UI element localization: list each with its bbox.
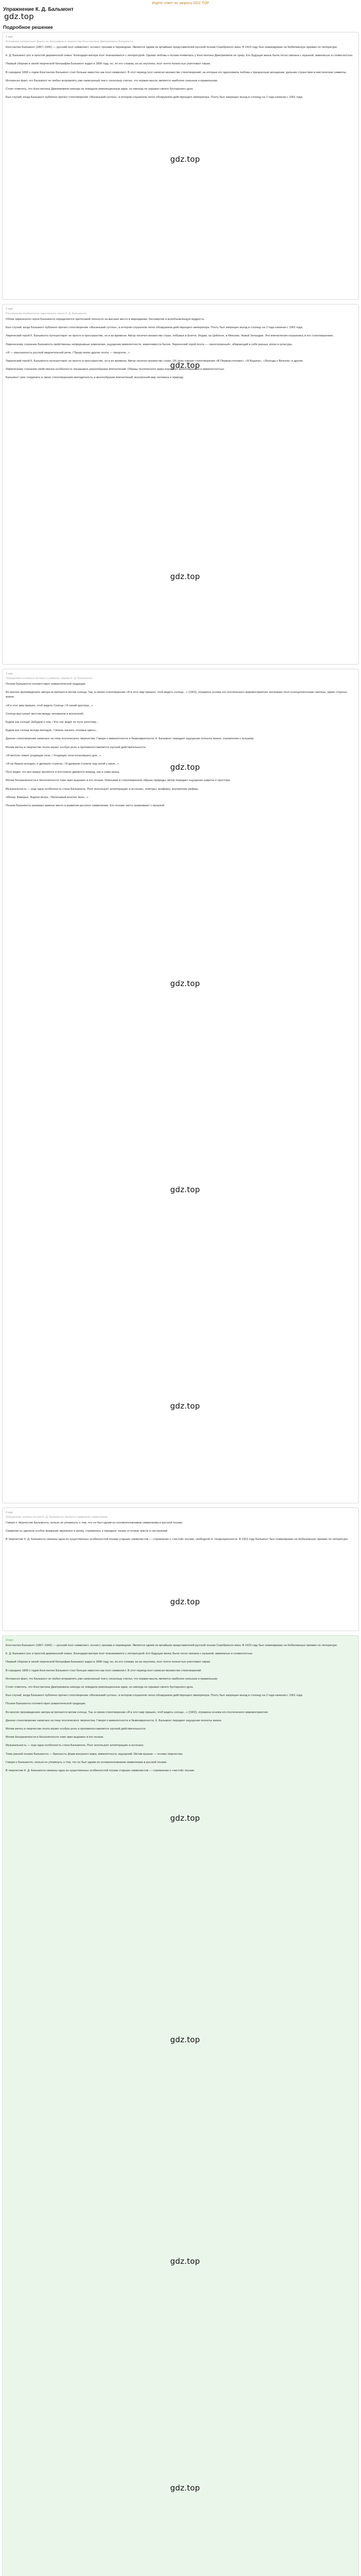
paragraph: Был случай, когда Бальмонт публично прочел стихотворение «Маленький султан», в котором слушатели легко обнаружили действующего императора. Поэту был запрещен въезд в столицу на 2 года начиная с 1901 года. [6, 326, 303, 330]
paragraph: Музыкальность — еще одна особенность стиха Бальмонта. Поэт использует аллитерацию и ассонанс, повторы, анафоры, внутренние рифмы. [6, 787, 199, 791]
paragraph: Будем как солнце всегда молодое, / Нежно ласкать огневые цветы... [6, 729, 98, 733]
paragraph: Константин Бальмонт (1867–1942) — русский поэт-символист, эссеист, прозаик и переводчик. Является одним из ярчайших представителей русской поэзии Серебряного века. В 1923 году был номинирован на Нобелевскую премию по литературе. [6, 1644, 338, 1647]
paragraph: Поэзия Бальмонта соответствует романтической традиции. [6, 683, 86, 686]
paragraph: Поэт видит, что все вокруг меняется и постоянно движется вперед, как и сама жизнь. [6, 771, 121, 774]
paragraph: В середине 1890 х годов Константин Бальмонт стал больше известен как поэт-символист. В этот период поэт написал множество стихотворений. [6, 1669, 202, 1672]
paragraph: Был случай, когда Бальмонт публично прочел стихотворение «Маленький султан», в котором слушатели легко обнаружили действующего императора. Поэту был запрещен въезд в столицу на 2 года начиная с 1901 года. [6, 96, 303, 99]
watermark: gdz.top [170, 2257, 200, 2266]
paragraph: Музыкальность — еще одна особенность стиха Бальмонта. Поэт использует аллитерацию и ассонанс. [6, 1744, 144, 1748]
paragraph: Первый сборник в своей творческой биографии Бальмонт издал в 1890 году, но, по его словам, из-за неуспеха, поэт почти полностью уничтожил тираж. [6, 1660, 211, 1664]
paragraph: Поэзия Бальмонта соответствует романтической традиции. [6, 1702, 86, 1706]
paragraph: «Я в этот мир пришел, чтоб видеть Солнце / И синий кругозор...» [6, 704, 93, 707]
paragraph: Во многих произведениях автора встречается мотив солнца. Так, в своем стихотворении «Я в этот мир пришел, чтоб видеть солнце...» (1902), отражена основа его поэтического мировосприятия: воспевает поэт-солнцепоклонник светлые, яркие стороны жизни. [6, 691, 347, 699]
step-card [2, 1507, 359, 1631]
step-subtitle: Вспомним интересные факты из биографии и творчества Константина Дмитриевича Бальмонта. [6, 40, 134, 43]
paragraph: Мотив безграничности и бесконечности тоже ярко выражен в его поэзии. Описывая в стихотворениях образы природы, автор передает ощущение широты и простора. [6, 779, 231, 783]
paragraph: Мотив безграничности и бесконечности тоже ярко выражен в его поэзии. [6, 1736, 104, 1739]
watermark: gdz.top [170, 361, 200, 370]
watermark: gdz.top [170, 2035, 200, 2044]
paragraph: «Я мечтою ловил уходящие тени, / Уходящие тени погасавшего дня...» [6, 754, 101, 757]
step-badge: 1 шаг [6, 36, 13, 39]
paragraph: Во многих произведениях автора встречается мотив солнца. Так, в своем стихотворении «Я в этот мир пришел, чтоб видеть солнце...» (1902), отражена основа его поэтического мировосприятия. [6, 1710, 269, 1714]
solution-heading: Подробное решение [3, 25, 53, 30]
paragraph: Символисты уделяли особое внимание звукописи и ритму, стремились к передаче тонких оттенков чувств и настроений. [6, 1530, 168, 1533]
step-card [2, 669, 359, 1503]
paragraph: Говоря о Бальмонте, нельзя не упомянуть о том, что он был одним из основоположников символизма в русской поэзии. [6, 1760, 168, 1764]
paragraph: Интересен факт, что Бальмонт не любил исправлять уже написанный текст, поскольку считал, что первая мысль является наиболее сильным и правильным. [6, 79, 218, 82]
top-notice[interactable]: Ищете ответ по запросу GDZ.TOP [152, 2, 209, 5]
paragraph: Облик лирического героя Бальмонта определяется претензией личности на высшее место в мироздании, бессмертие и всеобъемлющую мудрость. [6, 318, 205, 321]
paragraph: Стоит отметить, что Константина Дмитриевича никогда не покидали революционные идеи, он никогда не скрывал своего бунтарского духа. [6, 1686, 194, 1689]
step-card [2, 32, 359, 300]
paragraph: Данное стихотворение написано на тему поэтического творчества. Говоря о мимолетности и безвозвратности, К. Бальмонт передает ощущение полноты жизни, стремление к лучшему. [6, 737, 254, 741]
paragraph: Константин Бальмонт (1867–1942) — русский поэт-символист, эссеист, прозаик и переводчик. Является одним из ярчайших представителей русской поэзии Серебряного века. В 1923 году был номинирован на Нобелевскую премию по литературе. [6, 46, 338, 49]
paragraph: Тема ранней поэзии Бальмонта — бренность форм внешнего мира, мимолетность ощущений. Мотив музыки — основа творчества. [6, 1752, 183, 1756]
paragraph: Первый сборник в своей творческой биографии Бальмонт издал в 1890 году, но, по его словам, из-за неуспеха, поэт почти полностью уничтожил тираж. [6, 62, 211, 66]
paragraph: Говоря о творчестве Бальмонта, нельзя не упомянуть о том, что он был одним из основоположников символизма в русской поэзии. [6, 1521, 183, 1524]
paragraph: Стоит отметить, что Константина Дмитриевича никогда не покидали революционные идеи, он никогда не скрывал своего бунтарского духа. [6, 88, 194, 91]
paragraph: К. Д. Бальмонт рос в простой деревенской семье. Благодаря матери поэт познакомился с литературой. Его будущая жизнь была тесно связана с музыкой, живописью и словесностью. [6, 1652, 253, 1656]
paragraph: Был случай, когда Бальмонт публично прочел стихотворение «Маленький султан», в котором слушатели легко обнаружили действующего императора. Поэту был запрещен въезд в столицу на 2 года начиная с 1901 года. [6, 1694, 303, 1698]
watermark: gdz.top [170, 979, 200, 988]
step-subtitle: Определим, почему поэзия К. Д. Бальмонта является примером символизма. [6, 1516, 108, 1519]
paragraph: Солнце выступает мостом между человеком и вселенной. [6, 712, 84, 716]
step-subtitle: Рассмотрим особенности лирического героя К. Д. Бальмонта. [6, 312, 88, 315]
paragraph: «Вечер. Взморье. Вздохи ветра. / Величавый возглас волн...» [6, 795, 89, 799]
paragraph: Интересен факт, что Бальмонт не любил исправлять уже написанный текст, поскольку считал, что первая мысль является наиболее сильным и правильным. [6, 1677, 218, 1681]
answer-card [2, 1635, 359, 2576]
watermark: gdz.top [170, 1185, 200, 1194]
paragraph: Лирическому сознанию Бальмонта свойственны непрерывные изменения, ощущение мимолетности, изменчивости бытия. Лирический герой поэта — «многогранный», вбирающий в себя разные эпохи и культуры. [6, 343, 293, 346]
paragraph: Лирический герой К. Бальмонта путешествует не просто в пространстве, но и во времени. Автор посетил множество стран. Об этом говорят стихотворения «В Первоисточнике», «Я Бодлер», «Легенда о Вечном» и другие. [6, 360, 304, 363]
paragraph: К. Д. Бальмонт рос в простой деревенской семье. Благодаря матери поэт познакомился с литературой. Однако любовь к поэзии появилась у Константина Дмитриевича не сразу. Его будущая жизнь была тесно связана с музыкой, живописью и словесностью. [6, 54, 353, 58]
watermark: gdz.top [4, 12, 34, 21]
paragraph: «Я — изысканность русской медлительной речи, / Предо мною другие поэты — предтечи...» [6, 351, 130, 354]
watermark: gdz.top [170, 1401, 200, 1411]
step-badge: 2 шаг [6, 308, 13, 311]
page-title: Упражнение К. Д. Бальмонт [3, 7, 74, 12]
watermark: gdz.top [170, 155, 200, 164]
watermark: gdz.top [170, 1814, 200, 1823]
step-card [2, 304, 359, 665]
paragraph: В середине 1890 х годов Константин Бальмонт стал больше известен как поэт-символист. В этот период поэт написал множество стихотворений, на которые его вдохновила любовь к прекрасным женщинам, дальние странствия и мистические символы. [6, 71, 347, 74]
paragraph: Бальмонт смог соединить в своих стихотворениях мелодичность и многообразие впечатлений, внутренний мир человека и природу. [6, 376, 184, 380]
step-badge: 3 шаг [6, 672, 13, 675]
paragraph: Мотив мечты в творчестве поэта играет особую роль и противопоставляется скучной действительности. [6, 745, 146, 749]
paragraph: Лирический герой К. Бальмонта путешествует не просто в пространстве, но и во времени. Автор посетил множество стран, побывал в Египте, Индии, на Цейлоне, в Мексике, Новой Зеландии. Эти впечатления отразились в его стихотворениях. [6, 334, 334, 338]
paragraph: Лирическому сознанию свойственна особенность показывать разнообразие впечатлений. Образы поэтического мира поражают многообразием и мимолетностью. [6, 368, 225, 371]
paragraph: Мотив мечты в творчестве поэта играет особую роль и противопоставляется скучной действительности. [6, 1727, 146, 1731]
paragraph: Данное стихотворение написано на тему поэтического творчества. Говоря о мимолетности и безвозвратности, К. Бальмонт передает ощущение полноты жизни. [6, 1719, 222, 1722]
watermark: gdz.top [170, 572, 200, 581]
step-badge: Ответ [6, 1639, 14, 1642]
paragraph: В творчестве К. Д. Бальмонта связаны одна из существенных особенностей поэзии старших символистов — стремление к «чистой» поэзии, свободной от тенденциозности. В 1923 году Бальмонт был номинирован на Нобелевскую премию по литературе. [6, 1538, 349, 1541]
watermark: gdz.top [170, 1597, 200, 1606]
step-badge: 4 шаг [6, 1511, 13, 1514]
watermark: gdz.top [170, 762, 200, 772]
paragraph: Будем как солнце! Забудем о том, / Кто нас ведет по пути золотому... [6, 721, 99, 724]
paragraph: В творчестве К. Д. Бальмонта связаны одна из существенных особенностей поэзии старших символистов — стремление к «чистой» поэзии. [6, 1769, 195, 1773]
watermark: gdz.top [170, 2483, 200, 2493]
paragraph: «Я на башню всходил, и дрожали ступени, / И дрожали ступени под ногой у меня...» [6, 762, 119, 766]
step-subtitle: Определим основные мотивы и символы лирики К. Д. Бальмонта. [6, 677, 93, 680]
paragraph: Поэзия Бальмонта занимает важное место в развитии русского символизма. Его поэзию часто сравнивают с музыкой. [6, 804, 165, 808]
